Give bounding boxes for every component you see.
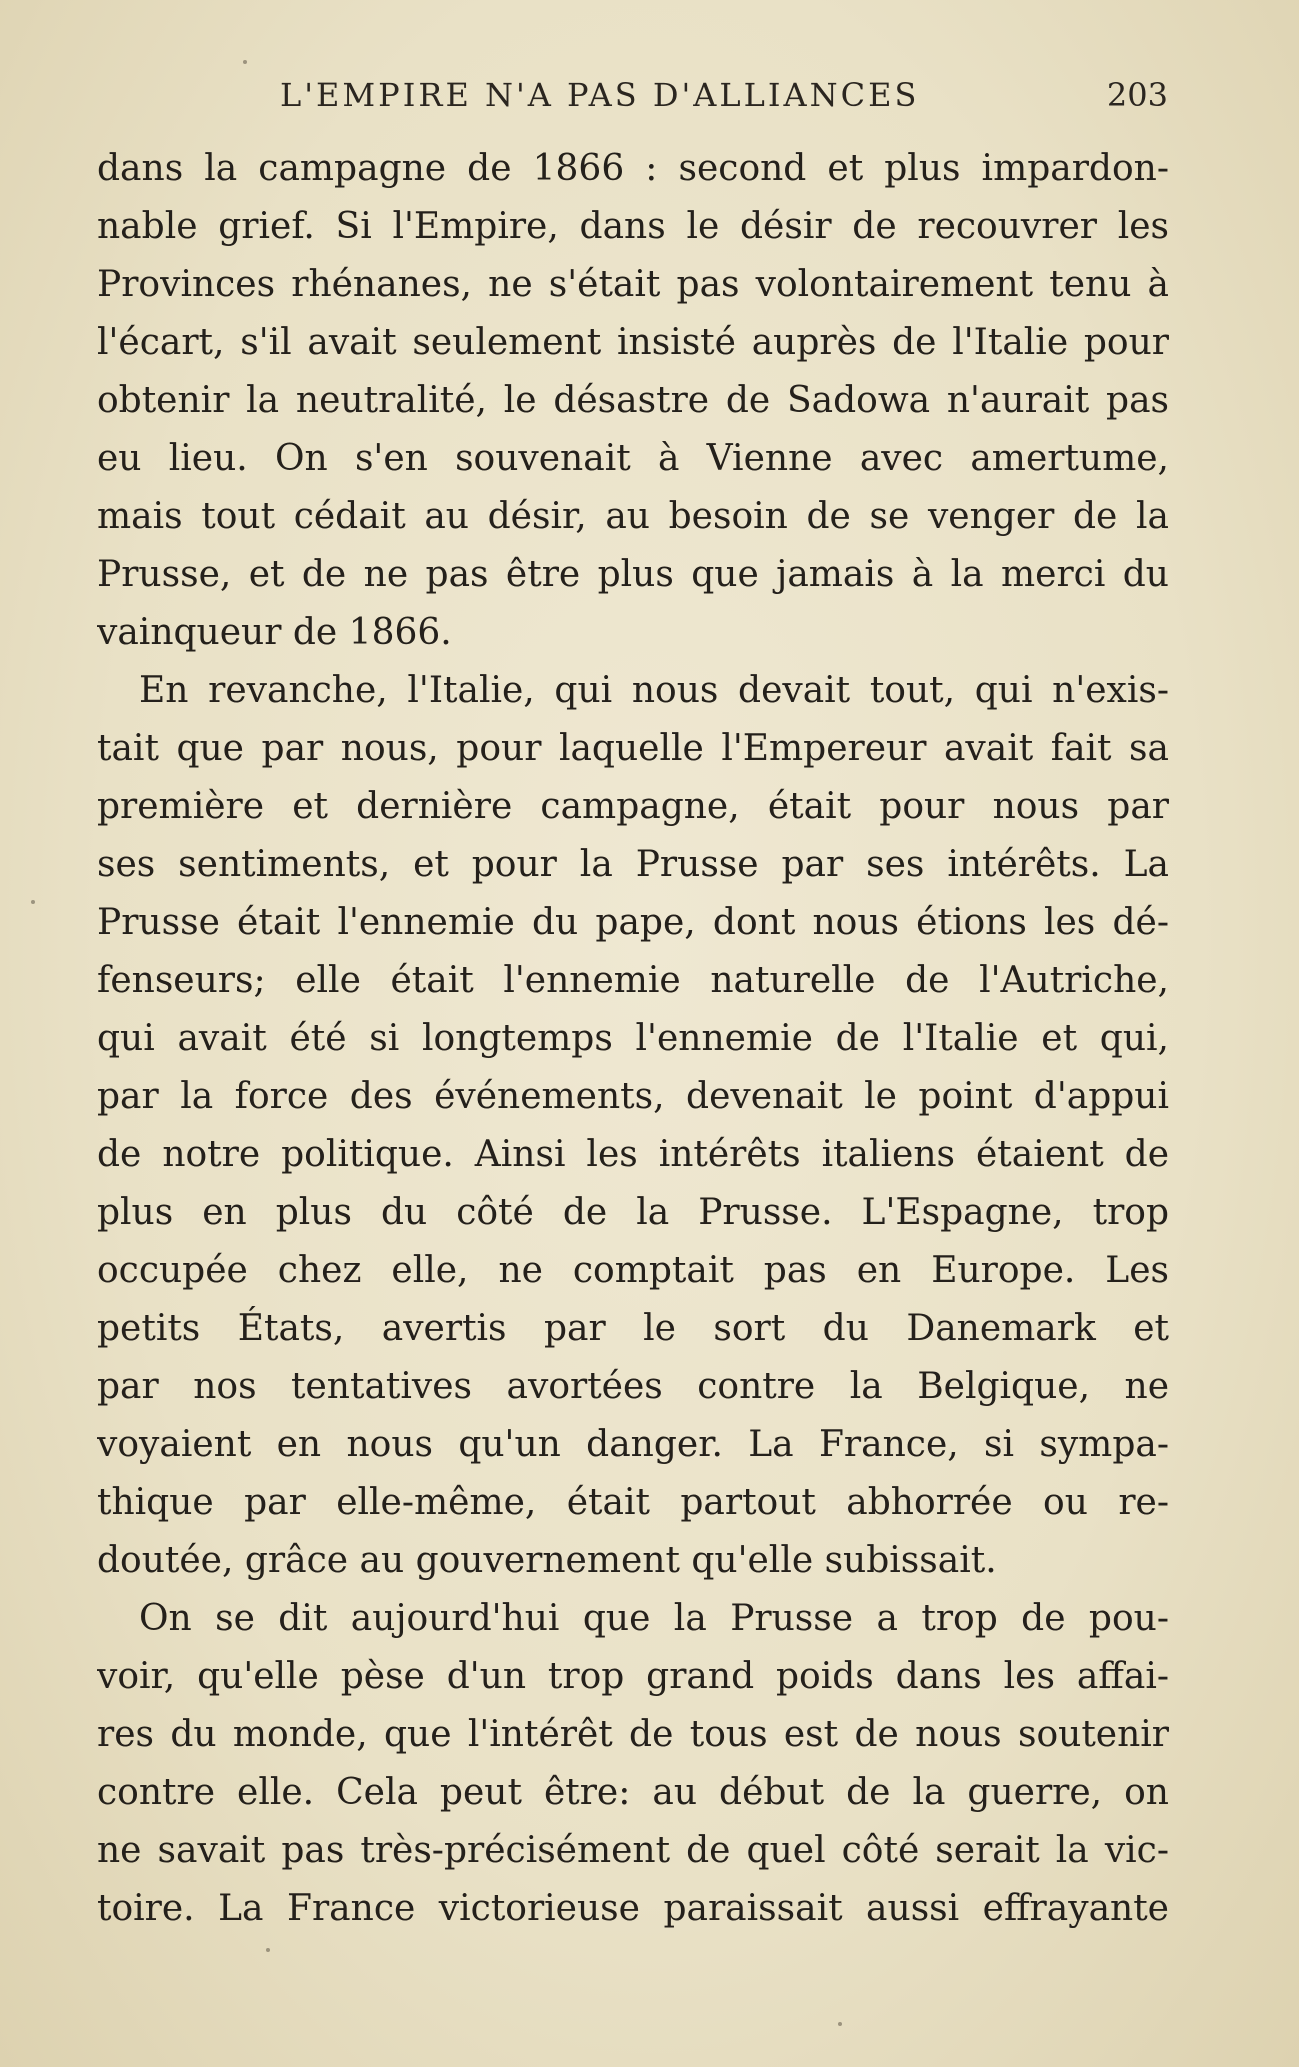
text-line: fenseurs; elle était l'ennemie naturelle de l'Autriche, — [97, 960, 1169, 1001]
text-line: ses sentiments, et pour la Prusse par ses intérêts. La — [97, 844, 1169, 885]
text-line: voir, qu'elle pèse d'un trop grand poids dans les affai- — [97, 1656, 1169, 1697]
text-line: eu lieu. On s'en souvenait à Vienne avec amertume, — [97, 438, 1169, 479]
text-line: dans la campagne de 1866 : second et plus impardon- — [97, 148, 1169, 189]
text-line: Prusse, et de ne pas être plus que jamais à la merci du — [97, 554, 1169, 595]
text-line: doutée, grâce au gouvernement qu'elle subissait. — [97, 1540, 997, 1581]
text-line: contre elle. Cela peut être: au début de la guerre, on — [97, 1772, 1169, 1813]
text-line: On se dit aujourd'hui que la Prusse a trop de pou- — [139, 1598, 1169, 1639]
text-line: En revanche, l'Italie, qui nous devait tout, qui n'exis- — [139, 670, 1169, 711]
text-line: obtenir la neutralité, le désastre de Sadowa n'aurait pas — [97, 380, 1169, 421]
text-line: occupée chez elle, ne comptait pas en Europe. Les — [97, 1250, 1169, 1291]
text-line: res du monde, que l'intérêt de tous est de nous soutenir — [97, 1714, 1169, 1755]
text-line: de notre politique. Ainsi les intérêts italiens étaient de — [97, 1134, 1169, 1175]
text-line: toire. La France victorieuse paraissait aussi effrayante — [97, 1888, 1169, 1929]
running-title: L'EMPIRE N'A PAS D'ALLIANCES — [280, 76, 920, 114]
text-line: nable grief. Si l'Empire, dans le désir de recouvrer les — [97, 206, 1169, 247]
page-header — [280, 76, 1180, 128]
text-line: qui avait été si longtemps l'ennemie de l'Italie et qui, — [97, 1018, 1169, 1059]
body-text — [97, 140, 1169, 1938]
page-number: 203 — [1106, 76, 1168, 114]
text-line: vainqueur de 1866. — [97, 612, 452, 653]
text-line: par nos tentatives avortées contre la Belgique, ne — [97, 1366, 1169, 1407]
paragraph — [97, 1590, 1169, 1938]
text-line: Prusse était l'ennemie du pape, dont nous étions les dé- — [97, 902, 1169, 943]
paper-speck — [838, 2022, 842, 2026]
text-line: par la force des événements, devenait le point d'appui — [97, 1076, 1169, 1117]
paper-speck — [266, 1948, 270, 1952]
text-line: l'écart, s'il avait seulement insisté auprès de l'Italie pour — [97, 322, 1169, 363]
text-line: première et dernière campagne, était pour nous par — [97, 786, 1169, 827]
text-line: thique par elle-même, était partout abhorrée ou re- — [97, 1482, 1169, 1523]
paper-speck — [243, 60, 247, 64]
paper-speck — [31, 900, 35, 904]
text-line: ne savait pas très-précisément de quel côté serait la vic- — [97, 1830, 1169, 1871]
paragraph — [97, 140, 1169, 662]
text-line: petits États, avertis par le sort du Danemark et — [97, 1308, 1169, 1349]
text-line: mais tout cédait au désir, au besoin de se venger de la — [97, 496, 1169, 537]
text-line: plus en plus du côté de la Prusse. L'Espagne, trop — [97, 1192, 1169, 1233]
paragraph — [97, 662, 1169, 1590]
text-line: Provinces rhénanes, ne s'était pas volontairement tenu à — [97, 264, 1169, 305]
text-line: voyaient en nous qu'un danger. La France, si sympa- — [97, 1424, 1169, 1465]
text-line: tait que par nous, pour laquelle l'Empereur avait fait sa — [97, 728, 1169, 769]
